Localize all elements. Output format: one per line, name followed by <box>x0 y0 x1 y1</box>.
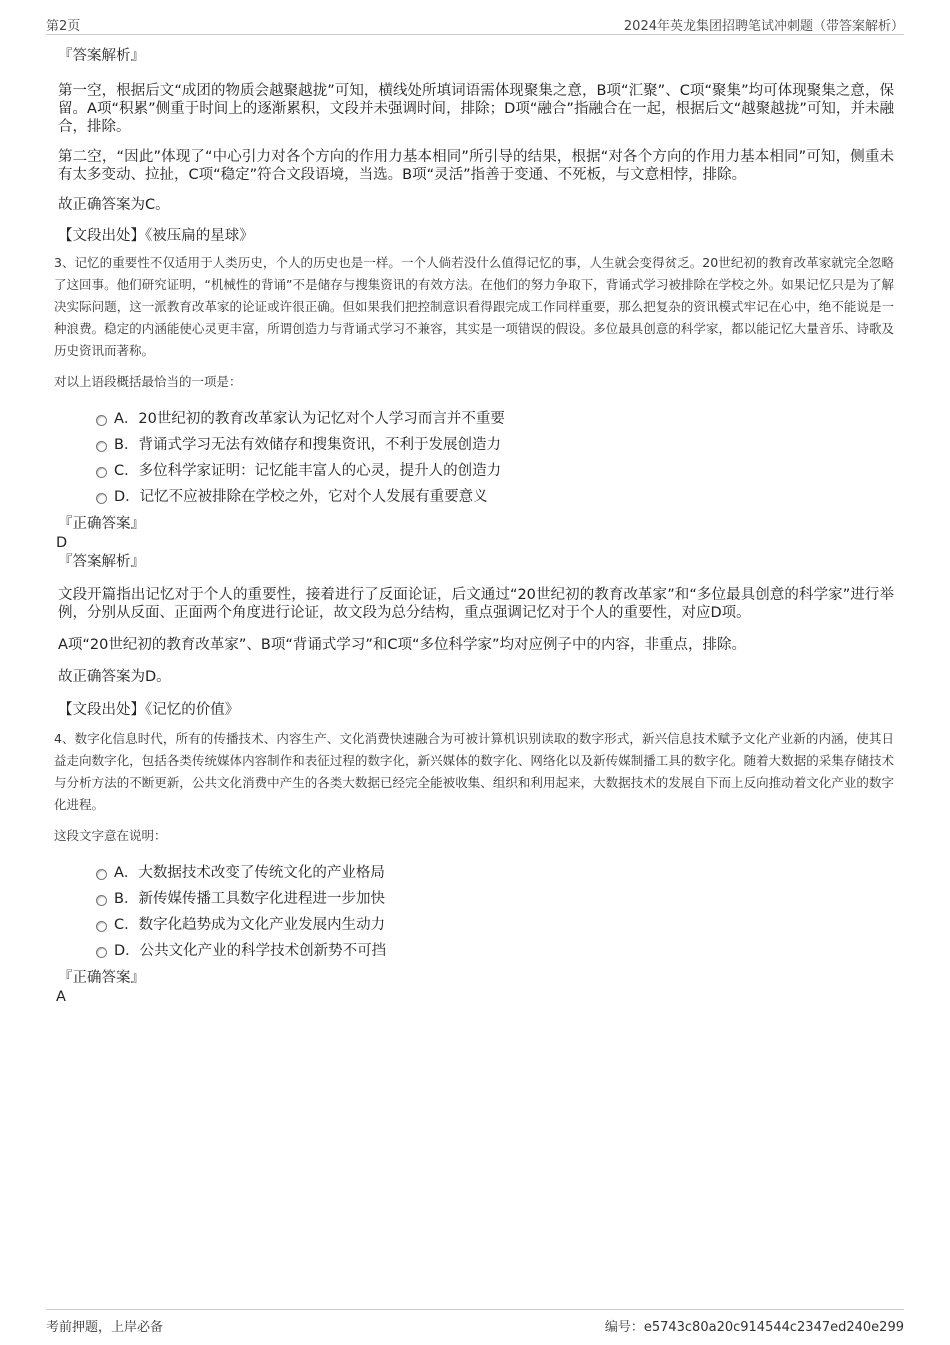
option-label: B．背诵式学习无法有效储存和搜集资讯，不利于发展创造力 <box>114 437 501 453</box>
radio-icon[interactable] <box>96 869 107 880</box>
analysis-paragraph: 文段开篇指出记忆对于个人的重要性，接着进行了反面论证，后文通过“20世纪初的教育改革家”和“多位最具创意的科学家”进行举例，分别从反面、正面两个角度进行论证，故文段为总分结构，重点强调记忆对于个人的重要性，对应D项。 <box>58 587 894 621</box>
document-code: 编号：e5743c80a20c914544c2347ed240e299 <box>604 1320 904 1335</box>
passage-source: 【文段出处】《记忆的价值》 <box>58 702 240 718</box>
option-label: B．新传媒传播工具数字化进程进一步加快 <box>114 891 385 907</box>
question-text: 3、记忆的重要性不仅适用于人类历史，个人的历史也是一样。一个人倘若没什么值得记忆的事，人生就会变得贫乏。20世纪初的教育改革家就完全忽略了这回事。他们研究证明，“机械性的背诵”不是储存与搜集资讯的有效方法。在他们的努力争取下，背诵式学习被排除在学校之外。如果记忆只是为了解决实际问题，这一派教育改革家的论证或许很正确。但如果我们把控制意识看得跟完成工作同样重要，那么把复杂的资讯模式牢记在心中，绝不能说是一种浪费。稳定的内涵能使心灵更丰富，所谓创造力与背诵式学习不兼容，其实是一项错误的假设。多位最具创意的科学家，都以能记忆大量音乐、诗歌及历史资讯而著称。 <box>54 255 894 358</box>
page-number: 第2页 <box>46 19 81 34</box>
answer-label: 『正确答案』 <box>58 970 145 986</box>
option-label: C．多位科学家证明：记忆能丰富人的心灵，提升人的创造力 <box>114 463 502 479</box>
document-title: 2024年英龙集团招聘笔试冲刺题（带答案解析） <box>623 19 904 34</box>
analysis-paragraph: A项“20世纪初的教育改革家”、B项“背诵式学习”和C项“多位科学家”均对应例子中的内容，非重点，排除。 <box>58 637 747 653</box>
option-d[interactable] <box>54 938 894 964</box>
radio-icon[interactable] <box>96 895 107 906</box>
radio-icon[interactable] <box>96 493 107 504</box>
radio-icon[interactable] <box>96 947 107 958</box>
answer-label: 『正确答案』 <box>58 516 145 532</box>
analysis-conclusion: 故正确答案为C。 <box>58 197 170 213</box>
option-a[interactable] <box>54 860 894 886</box>
radio-icon[interactable] <box>96 441 107 452</box>
analysis-paragraph: 第二空，“因此”体现了“中心引力对各个方向的作用力基本相同”所引导的结果，根据“对各个方向的作用力基本相同”可知，侧重未有太多变动、拉扯，C项“稳定”符合文段语境，当选。B项“灵活”指善于变通、不死板，与文意相悖，排除。 <box>58 149 894 183</box>
option-label: D．公共文化产业的科学技术创新势不可挡 <box>114 943 387 959</box>
q2-analysis <box>54 46 894 246</box>
question-prompt: 这段文字意在说明： <box>54 828 167 843</box>
question-3 <box>54 252 894 720</box>
option-d[interactable] <box>54 484 894 510</box>
option-c[interactable] <box>54 912 894 938</box>
option-label: A．20世纪初的教育改革家认为记忆对个人学习而言并不重要 <box>114 411 505 427</box>
analysis-label: 『答案解析』 <box>58 554 145 570</box>
question-prompt: 对以上语段概括最恰当的一项是： <box>54 374 242 389</box>
passage-source: 【文段出处】《被压扁的星球》 <box>58 228 254 244</box>
question-text: 4、数字化信息时代，所有的传播技术、内容生产、文化消费快速融合为可被计算机识别读取的数字形式，新兴信息技术赋予文化产业新的内涵，使其日益走向数字化，包括各类传统媒体内容制作和表征过程的数字化，新兴媒体的数字化、网络化以及新传媒制播工具的数字化。随着大数据的采集存储技术与分析方法的不断更新，公共文化消费中产生的各类大数据已经完全能被收集、组织和利用起来，大数据技术的发展自下而上反向推动着文化产业的数字化进程。 <box>54 731 894 812</box>
correct-answer: A <box>56 989 66 1005</box>
radio-icon[interactable] <box>96 921 107 932</box>
option-list <box>54 406 894 510</box>
option-list <box>54 860 894 964</box>
correct-answer: D <box>56 535 68 551</box>
question-4 <box>54 728 894 1006</box>
option-a[interactable] <box>54 406 894 432</box>
page-footer <box>46 1309 904 1338</box>
option-label: D．记忆不应被排除在学校之外，它对个人发展有重要意义 <box>114 489 488 505</box>
footer-slogan: 考前押题，上岸必备 <box>46 1320 164 1335</box>
option-b[interactable] <box>54 886 894 912</box>
radio-icon[interactable] <box>96 467 107 478</box>
radio-icon[interactable] <box>96 415 107 426</box>
analysis-conclusion: 故正确答案为D。 <box>58 669 171 685</box>
option-b[interactable] <box>54 432 894 458</box>
option-label: A．大数据技术改变了传统文化的产业格局 <box>114 865 385 881</box>
option-c[interactable] <box>54 458 894 484</box>
page-content <box>54 46 894 1006</box>
analysis-paragraph: 第一空，根据后文“成团的物质会越聚越拢”可知，横线处所填词语需体现聚集之意，B项“汇聚”、C项“聚集”均可体现聚集之意，保留。A项“积累”侧重于时间上的逐渐累积，文段并未强调时间，排除；D项“融合”指融合在一起，根据后文“越聚越拢”可知，并未融合，排除。 <box>58 83 894 135</box>
analysis-label: 『答案解析』 <box>58 48 145 64</box>
page-header <box>46 14 904 35</box>
option-label: C．数字化趋势成为文化产业发展内生动力 <box>114 917 386 933</box>
